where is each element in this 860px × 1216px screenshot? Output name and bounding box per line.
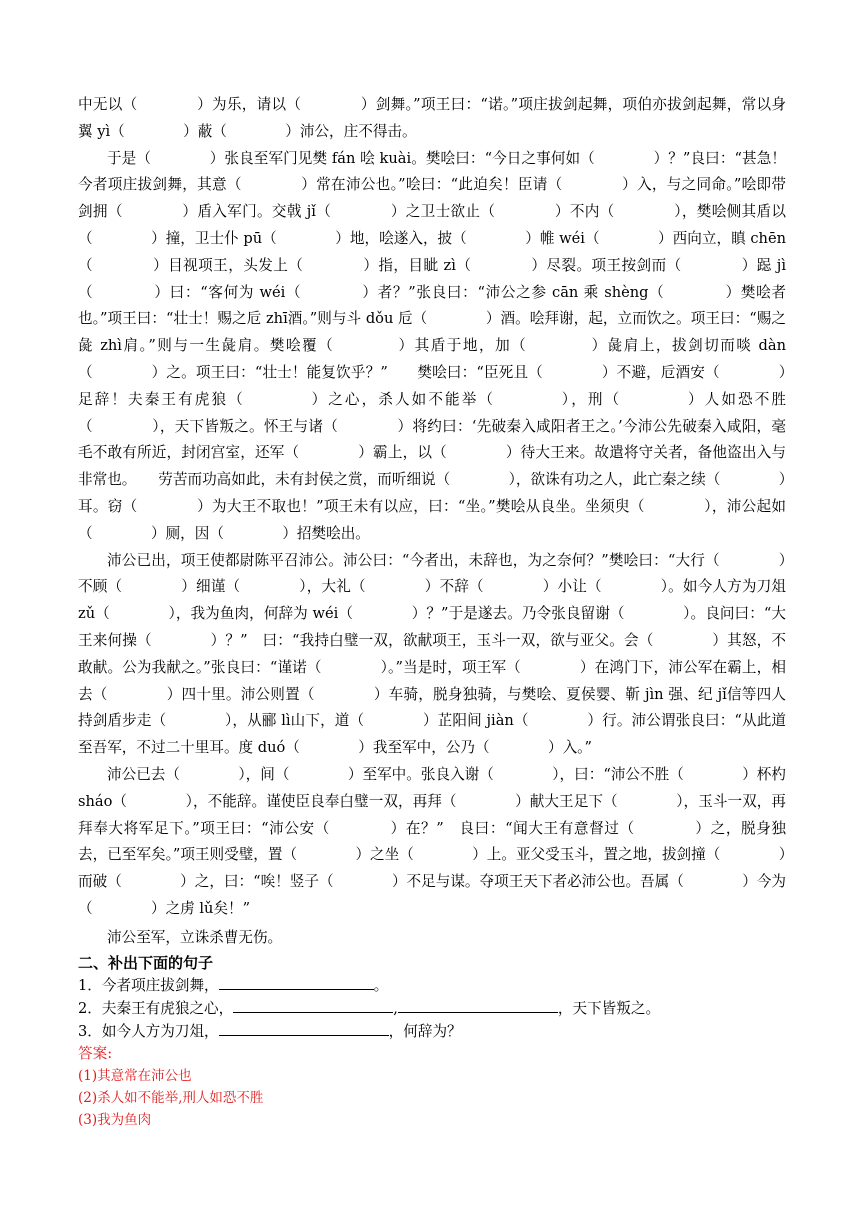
question-text-before: 如今人方为刀俎， [101, 1022, 219, 1040]
question-text-before: 今者项庄拔剑舞， [101, 976, 219, 994]
passage-paragraph-3: 沛公已出，项王使都尉陈平召沛公。沛公曰：“今者出，未辞也，为之奈何？”樊哙曰：“大行（ ）不顾（ ）细谨（ ），大礼（ ）不辞（ ）小让（ ）。如今人方为刀俎 zǔ（ ），我为鱼肉，何辞为 wéi（ ）？”于是遂去。乃令张良留谢（ ）。良问曰：“大王来何操（ ）？” 曰：“我持白璧一双，欲献项王，玉斗一双，欲与亚父。会（ ）其怒，不敢献。公为我献之。”张良曰：“谨诺（ ）。”当是时，项王军（ ）在鸿门下，沛公军在霸上，相去（ ）四十里。沛公则置（ ）车骑，脱身独骑，与樊哙、夏侯婴、靳 jìn 强、纪 jǐ信等四人持剑盾步走（ ），从郦 lì山下，道（ ）芷阳间 jiàn（ ）行。沛公谓张良曰：“从此道至吾军，不过二十里耳。度 duó（ ）我至军中，公乃（ ）入。” [78, 551, 786, 757]
passage-paragraph-1: 中无以（ ）为乐，请以（ ）剑舞。”项王曰：“诺。”项庄拔剑起舞，项伯亦拔剑起舞，常以身翼 yì（ ）蔽（ ）沛公，庄不得击。 [78, 96, 786, 140]
question-text-after: ，天下皆叛之。 [557, 999, 661, 1017]
question-number: 1． [78, 976, 102, 994]
question-number: 3． [78, 1022, 102, 1040]
question-text-after: 。 [373, 976, 389, 994]
question-2 [78, 997, 786, 1020]
answer-item-2: (2)杀人如不能举,刑人如恐不胜 [78, 1089, 264, 1106]
answer-item-1: (1)其意常在沛公也 [78, 1067, 192, 1084]
question-text-mid: , [393, 999, 398, 1017]
answer-label: 答案: [78, 1044, 113, 1062]
answer-blank[interactable] [398, 997, 558, 1013]
question-text-after: ，何辞为？ [388, 1022, 462, 1040]
question-text-before: 夫秦王有虎狼之心， [101, 999, 234, 1017]
answer-blank[interactable] [219, 974, 374, 990]
document-page [78, 92, 786, 1131]
answer-blank[interactable] [219, 1020, 389, 1036]
passage-paragraph-4: 沛公已去（ ），间（ ）至军中。张良入谢（ ），曰：“沛公不胜（ ）杯杓 sháo（ ），不能辞。谨使臣良奉白璧一双，再拜（ ）献大王足下（ ），玉斗一双，再拜奉大将军足下。”项王曰：“沛公安（ ）在？” 良曰：“闻大王有意督过（ ）之，脱身独去，已至军矣。”项王则受璧，置（ ）之坐（ ）上。亚父受玉斗，置之地，拔剑撞（ ）而破（ ）之，曰：“唉！竖子（ ）不足与谋。夺项王天下者必沛公也。吾属（ ）今为（ ）之虏 lǔ矣！” [78, 765, 786, 917]
question-number: 2． [78, 999, 102, 1017]
answer-item-3: (3)我为鱼肉 [78, 1111, 152, 1128]
passage-paragraph-2: 于是（ ）张良至军门见樊 fán 哙 kuài。樊哙曰：“今日之事何如（ ）？”良曰：“甚急！今者项庄拔剑舞，其意（ ）常在沛公也。”哙曰：“此迫矣！臣请（ ）入，与之同命。”哙即带剑拥（ ）盾入军门。交戟 jǐ（ ）之卫士欲止（ ）不内（ ），樊哙侧其盾以（ ）撞，卫士仆 pū（ ）地，哙遂入，披（ ）帷 wéi（ ）西向立，瞋 chēn（ ）目视项王，头发上（ ）指，目眦 zì（ ）尽裂。项王按剑而（ ）跽 jì（ ）曰：“客何为 wéi（ ）者？”张良曰：“沛公之参 cān 乘 shèng（ ）樊哙者也。”项王曰：“壮士！赐之卮 zhī酒。”则与斗 dǒu 卮（ ）酒。哙拜谢，起，立而饮之。项王曰：“赐之彘 zhì肩。”则与一生彘肩。樊哙覆（ ）其盾于地，加（ ）彘肩上，拔剑切而啖 dàn（ ）之。项王曰：“壮士！能复饮乎？” 樊哙曰：“臣死且（ ）不避，卮酒安（ ）足辞！夫秦王有虎狼（ ）之心，杀人如不能举（ ），刑（ ）人如恐不胜（ ），天下皆叛之。怀王与诸（ ）将约曰：‘先破秦入咸阳者王之。’今沛公先破秦入咸阳，毫毛不敢有所近，封闭宫室，还军（ ）霸上，以（ ）待大王来。故遣将守关者，备他盗出入与非常也。 劳苦而功高如此，未有封侯之赏，而听细说（ ），欲诛有功之人，此亡秦之续（ ）耳。窃（ ）为大王不取也！”项王未有以应，曰：“坐。”樊哙从良坐。坐须臾（ ），沛公起如（ ）厕，因（ ）招樊哙出。 [78, 149, 786, 542]
section-title: 二、补出下面的句子 [78, 953, 214, 972]
question-3 [78, 1020, 786, 1043]
answer-blank[interactable] [233, 997, 393, 1013]
answer-key [78, 1043, 786, 1131]
question-1 [78, 974, 786, 997]
passage-paragraph-5: 沛公至军，立诛杀曹无伤。 [107, 928, 283, 946]
